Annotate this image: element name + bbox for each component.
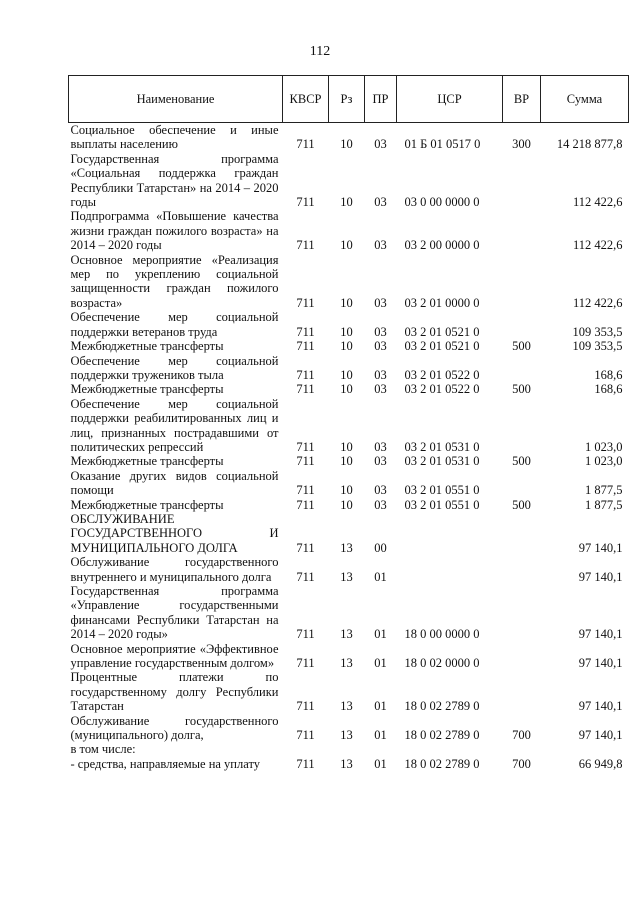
cell-csr: 03 2 01 0521 0 <box>404 324 480 339</box>
cell-sum: 112 422,6 <box>572 238 623 253</box>
cell-name: Межбюджетные трансферты <box>70 454 224 469</box>
cell-pr: 01 <box>374 756 387 771</box>
cell-kvsr: 711 <box>296 454 315 469</box>
table-row <box>69 253 629 311</box>
cell-kvsr: 711 <box>296 367 315 382</box>
cell-rz: 10 <box>340 295 353 310</box>
cell-pr: 01 <box>374 656 387 671</box>
table-row <box>69 469 629 498</box>
table-row <box>69 382 629 396</box>
cell-name: Обслуживание государственного внутреннего и муниципального долга <box>70 555 279 584</box>
cell-kvsr: 711 <box>296 569 315 584</box>
cell-csr <box>397 742 503 756</box>
cell-sum: 66 949,8 <box>578 756 623 771</box>
cell-csr: 18 0 02 2789 0 <box>404 699 480 714</box>
cell-sum: 112 422,6 <box>572 195 623 210</box>
cell-kvsr: 711 <box>296 238 315 253</box>
header-vr: ВР <box>503 76 541 123</box>
cell-kvsr: 711 <box>296 295 315 310</box>
cell-rz: 13 <box>340 656 353 671</box>
cell-rz: 13 <box>340 756 353 771</box>
cell-pr: 03 <box>374 367 387 382</box>
cell-vr <box>503 469 541 498</box>
cell-vr <box>503 742 541 756</box>
cell-name: Обеспечение мер социальной поддержки реабилитированных лиц и лиц, признанных пострадавшими от политических репрессий <box>70 396 279 454</box>
cell-vr <box>503 512 541 555</box>
cell-pr: 01 <box>374 569 387 584</box>
cell-csr: 03 2 00 0000 0 <box>404 238 480 253</box>
cell-rz: 10 <box>340 339 353 354</box>
table-row <box>69 397 629 455</box>
cell-rz: 10 <box>340 238 353 253</box>
cell-pr: 03 <box>374 195 387 210</box>
cell-name: Межбюджетные трансферты <box>70 339 224 354</box>
table-row <box>69 152 629 210</box>
cell-vr: 500 <box>512 382 531 397</box>
cell-kvsr: 711 <box>296 137 315 152</box>
cell-name: Оказание других видов социальной помощи <box>70 468 279 498</box>
cell-vr <box>503 354 541 383</box>
cell-csr: 18 0 00 0000 0 <box>404 627 480 642</box>
cell-rz: 13 <box>340 699 353 714</box>
cell-rz: 10 <box>340 497 353 512</box>
cell-csr: 03 2 01 0551 0 <box>404 483 480 498</box>
cell-name: Обеспечение мер социальной поддержки тружеников тыла <box>70 353 279 382</box>
cell-name: Подпрограмма «Повышение качества жизни граждан пожилого возраста» на 2014 – 2020 годы <box>70 209 279 253</box>
cell-rz: 10 <box>340 195 353 210</box>
cell-csr: 18 0 02 2789 0 <box>404 756 480 771</box>
table-row <box>69 742 629 756</box>
cell-rz <box>329 742 365 756</box>
cell-kvsr: 711 <box>296 497 315 512</box>
cell-sum: 97 140,1 <box>578 540 623 555</box>
cell-sum: 1 023,0 <box>585 439 623 454</box>
cell-name: Основное мероприятие «Эффективное управление государственным долгом» <box>70 641 279 671</box>
cell-name: Обслуживание государственного (муниципального) долга, <box>70 713 279 743</box>
cell-csr: 03 2 01 0551 0 <box>404 497 480 512</box>
cell-csr: 03 2 01 0521 0 <box>404 339 480 354</box>
table-row <box>69 714 629 743</box>
cell-kvsr: 711 <box>296 699 315 714</box>
cell-kvsr: 711 <box>296 339 315 354</box>
cell-pr: 00 <box>374 540 387 555</box>
cell-rz: 13 <box>340 540 353 555</box>
cell-vr: 500 <box>512 339 531 354</box>
cell-vr: 700 <box>512 728 531 743</box>
cell-rz: 10 <box>340 439 353 454</box>
cell-sum: 97 140,1 <box>578 627 623 642</box>
cell-pr <box>365 742 397 756</box>
cell-vr <box>503 555 541 584</box>
table-row <box>69 512 629 555</box>
cell-vr <box>503 253 541 311</box>
cell-rz: 10 <box>340 454 353 469</box>
cell-sum: 109 353,5 <box>572 339 623 354</box>
cell-name: в том числе: <box>70 742 136 757</box>
cell-rz: 13 <box>340 728 353 743</box>
cell-vr: 300 <box>512 137 531 152</box>
cell-rz: 10 <box>340 367 353 382</box>
table-row <box>69 757 629 771</box>
cell-sum: 14 218 877,8 <box>556 137 623 152</box>
cell-kvsr <box>283 742 329 756</box>
cell-vr <box>503 642 541 671</box>
cell-pr: 03 <box>374 137 387 152</box>
cell-csr: 03 2 01 0522 0 <box>404 382 480 397</box>
table-row <box>69 555 629 584</box>
cell-pr: 03 <box>374 382 387 397</box>
cell-name: Процентные платежи по государственному долгу Республики Татарстан <box>70 670 279 714</box>
cell-csr <box>397 512 503 555</box>
table-row <box>69 498 629 512</box>
cell-name: - средства, направляемые на уплату <box>70 756 261 771</box>
cell-sum: 168,6 <box>594 382 623 397</box>
cell-sum: 97 140,1 <box>578 569 623 584</box>
cell-csr: 01 Б 01 0517 0 <box>404 137 481 152</box>
table-row <box>69 584 629 642</box>
cell-kvsr: 711 <box>296 324 315 339</box>
cell-name: ОБСЛУЖИВАНИЕ ГОСУДАРСТВЕННОГО И МУНИЦИПАЛЬНОГО ДОЛГА <box>70 511 279 555</box>
cell-pr: 03 <box>374 497 387 512</box>
cell-pr: 01 <box>374 728 387 743</box>
cell-csr: 03 2 01 0531 0 <box>404 454 480 469</box>
cell-rz: 10 <box>340 324 353 339</box>
cell-kvsr: 711 <box>296 382 315 397</box>
cell-vr <box>503 584 541 642</box>
cell-pr: 03 <box>374 339 387 354</box>
cell-vr <box>503 209 541 252</box>
cell-vr <box>503 670 541 713</box>
cell-rz: 10 <box>340 382 353 397</box>
table-row <box>69 310 629 339</box>
cell-vr: 500 <box>512 454 531 469</box>
cell-name: Межбюджетные трансферты <box>70 497 224 512</box>
cell-kvsr: 711 <box>296 728 315 743</box>
table-row <box>69 339 629 353</box>
cell-pr: 01 <box>374 627 387 642</box>
cell-pr: 03 <box>374 238 387 253</box>
cell-rz: 13 <box>340 627 353 642</box>
table-body <box>69 123 629 772</box>
cell-sum: 97 140,1 <box>578 656 623 671</box>
cell-name: Межбюджетные трансферты <box>70 382 224 397</box>
table-row <box>69 670 629 713</box>
cell-pr: 03 <box>374 483 387 498</box>
cell-sum <box>541 742 629 756</box>
cell-pr: 03 <box>374 295 387 310</box>
cell-vr <box>503 310 541 339</box>
cell-sum: 97 140,1 <box>578 699 623 714</box>
cell-sum: 109 353,5 <box>572 324 623 339</box>
cell-name: Государственная программа «Управление государственными финансами Республики Татарстан на 2014 – 2020 годы» <box>70 584 279 642</box>
cell-name: Государственная программа «Социальная поддержка граждан Республики Татарстан» на 2014 – 2020 годы <box>70 151 279 210</box>
cell-name: Обеспечение мер социальной поддержки ветеранов труда <box>70 310 279 339</box>
header-kvsr: КВСР <box>283 76 329 123</box>
table-row <box>69 123 629 152</box>
cell-name: Основное мероприятие «Реализация мер по укреплению социальной защищенности граждан пожилого возраста» <box>70 252 279 310</box>
cell-csr: 03 2 01 0522 0 <box>404 367 480 382</box>
cell-csr: 03 2 01 0000 0 <box>404 295 480 310</box>
page-number: 112 <box>309 44 331 59</box>
cell-vr: 700 <box>512 756 531 771</box>
cell-sum: 1 877,5 <box>585 497 623 512</box>
cell-kvsr: 711 <box>296 627 315 642</box>
cell-vr: 500 <box>512 497 531 512</box>
budget-table <box>68 75 629 771</box>
cell-csr: 03 0 00 0000 0 <box>404 195 480 210</box>
cell-kvsr: 711 <box>296 195 315 210</box>
cell-kvsr: 711 <box>296 483 315 498</box>
cell-kvsr: 711 <box>296 656 315 671</box>
cell-pr: 01 <box>374 699 387 714</box>
cell-csr: 18 0 02 2789 0 <box>404 728 480 743</box>
cell-rz: 10 <box>340 483 353 498</box>
cell-sum: 168,6 <box>594 367 623 382</box>
cell-sum: 112 422,6 <box>572 295 623 310</box>
header-name: Наименование <box>69 76 283 123</box>
cell-csr: 18 0 02 0000 0 <box>404 656 480 671</box>
cell-name: Социальное обеспечение и иные выплаты населению <box>70 123 279 152</box>
cell-csr: 03 2 01 0531 0 <box>404 439 480 454</box>
cell-pr: 03 <box>374 454 387 469</box>
table-row <box>69 354 629 383</box>
cell-kvsr: 711 <box>296 540 315 555</box>
cell-kvsr: 711 <box>296 756 315 771</box>
header-csr: ЦСР <box>397 76 503 123</box>
cell-sum: 1 877,5 <box>585 483 623 498</box>
cell-csr <box>397 555 503 584</box>
table-row <box>69 209 629 252</box>
cell-vr <box>503 152 541 210</box>
table-row <box>69 454 629 468</box>
cell-pr: 03 <box>374 439 387 454</box>
cell-sum: 97 140,1 <box>578 728 623 743</box>
table-row <box>69 642 629 671</box>
cell-vr <box>503 397 541 455</box>
cell-sum: 1 023,0 <box>585 454 623 469</box>
cell-pr: 03 <box>374 324 387 339</box>
cell-kvsr: 711 <box>296 439 315 454</box>
header-rz: Рз <box>329 76 365 123</box>
cell-rz: 10 <box>340 137 353 152</box>
header-pr: ПР <box>365 76 397 123</box>
cell-rz: 13 <box>340 569 353 584</box>
table-header-row <box>69 76 629 123</box>
header-sum: Сумма <box>541 76 629 123</box>
